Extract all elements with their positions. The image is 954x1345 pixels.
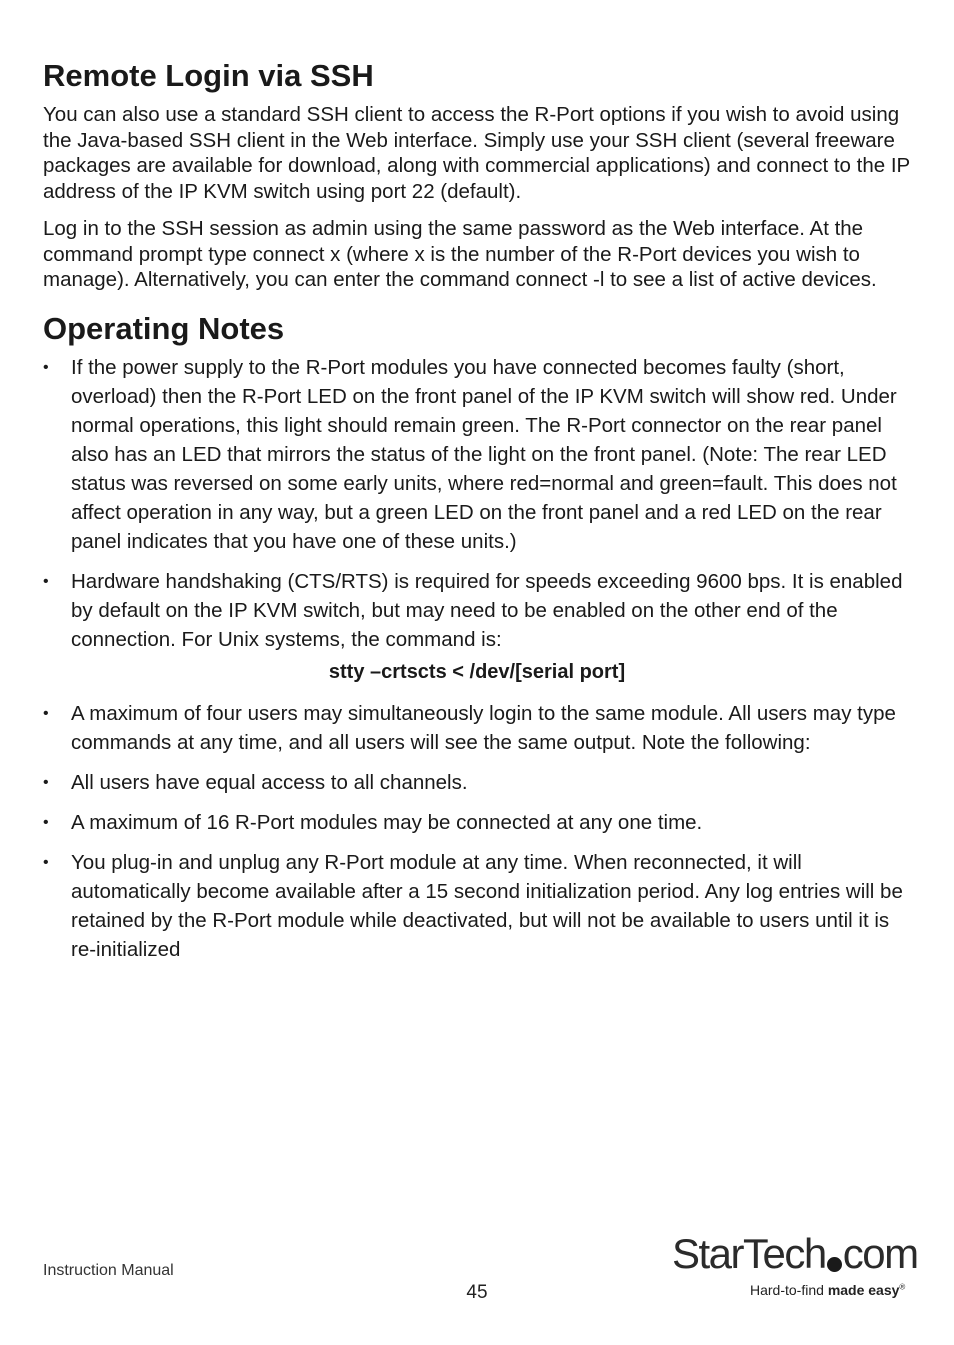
list-item-text: Hardware handshaking (CTS/RTS) is required for speeds exceeding 9600 bps. It is enabled by default on the IP KVM switch, but may need to be enabled on the other end of the connection. For Unix systems, the command is: — [71, 569, 903, 651]
tagline-bold: made easy — [827, 1282, 900, 1298]
list-item-text: A maximum of four users may simultaneously login to the same module. All users may type commands at any time, and all users will see the same output. Note the following: — [71, 701, 896, 754]
bullet-icon: • — [43, 853, 49, 871]
bullet-icon: • — [43, 813, 49, 831]
section-title-operating-notes: Operating Notes — [43, 310, 285, 346]
startech-logo — [672, 1230, 918, 1305]
operating-notes-list-continued — [43, 699, 911, 964]
logo-dot-icon — [827, 1257, 842, 1272]
list-item — [43, 567, 911, 654]
registered-mark: ® — [899, 1282, 906, 1292]
section-title-remote-login: Remote Login via SSH — [43, 58, 374, 93]
list-item — [43, 808, 911, 837]
tagline-regular: Hard-to-find — [750, 1282, 828, 1298]
logo-tagline — [750, 1282, 905, 1298]
logo-word-left: StarTech — [672, 1230, 826, 1277]
paragraph: Log in to the SSH session as admin using the same password as the Web interface. At the command prompt type connect x (where x is the number of the R-Port devices you wish to manage). Alternatively, you can enter the command connect -l to see a list of active devices. — [43, 217, 877, 291]
list-item-text: A maximum of 16 R-Port modules may be connected at any one time. — [71, 810, 703, 834]
list-item — [43, 768, 911, 797]
bullet-icon: • — [43, 358, 49, 376]
page-content — [43, 58, 911, 975]
operating-notes-list — [43, 353, 911, 654]
list-item — [43, 353, 911, 556]
page-number: 45 — [466, 1282, 488, 1303]
paragraph: You can also use a standard SSH client to access the R-Port options if you wish to avoid using the Java-based SSH client in the Web interface. Simply use your SSH client (several freeware packages are available for download, along with commercial applications) and connect to the IP address of the IP KVM switch using port 22 (default). — [43, 103, 910, 203]
list-item — [43, 699, 911, 757]
command-example: stty –crtscts < /dev/[serial port] — [328, 660, 626, 683]
list-item-text: All users have equal access to all channels. — [71, 770, 468, 794]
list-item — [43, 848, 911, 964]
logo-word-right: com — [842, 1230, 918, 1277]
logo-wordmark — [672, 1230, 918, 1278]
bullet-icon: • — [43, 704, 49, 722]
list-item-text: If the power supply to the R-Port modules you have connected becomes faulty (short, overload) then the R-Port LED on the front panel of the IP KVM switch will show red. Under normal operations, this light should remain green. The R-Port connector on the rear panel also has an LED that mirrors the status of the light on the front panel. (Note: The rear LED status was reversed on some early units, where red=normal and green=fault. This does not affect operation in any way, but a green LED on the front panel and a red LED on the rear panel indicates that you have one of these units.) — [71, 355, 897, 553]
list-item-text: You plug-in and unplug any R-Port module at any time. When reconnected, it will automatically become available after a 15 second initialization period. Any log entries will be retained by the R-Port module while deactivated, but will not be available to users until it is re-initialized — [71, 850, 903, 961]
bullet-icon: • — [43, 572, 49, 590]
bullet-icon: • — [43, 773, 49, 791]
footer-manual-label: Instruction Manual — [43, 1262, 174, 1279]
